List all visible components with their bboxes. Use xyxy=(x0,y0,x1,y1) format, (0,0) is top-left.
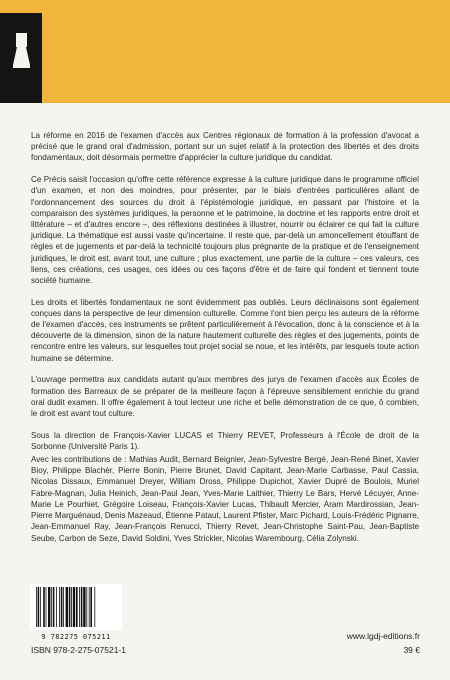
isbn-number: ISBN 978-2-275-07521-1 xyxy=(31,645,126,655)
barcode-icon xyxy=(30,584,122,630)
precis-paragraph: Ce Précis saisit l'occasion qu'offre cette référence expresse à la culture juridique dans le programme officiel d'un examen, et non des moindres, pour présenter, par le biais d'entrées particulières allant de l'ordonnancement des sources du droit à l'épistémologie juridique, en passant par l'histoire et la comparaison des systèmes juridiques, la personne et le patrimoine, la doctrine et les rapports entre droit et littérature – et d'autres encore –, des réflexions destinées à illustrer, nourrir ou éclairer ce qui fait la culture juridique. La thématique est aussi vaste qu'incertaine. Il reste que, par-delà un amoncellement étouffant de règles et de jugements et par-delà la technicité toujours plus prégnante de la pratique et de l'enseignement juridiques, le droit est, avant tout, une culture ; plus exactement, une partie de la culture – ces valeurs, ces liens, ces créations, ces usages, ces idées ou ces façons d'être et de faire qui fondent et tiennent toute société humaine. xyxy=(31,175,419,285)
intro-paragraph: La réforme en 2016 de l'examen d'accès aux Centres régionaux de formation à la profession d'avocat a précisé que le grand oral d'admission, portant sur un sujet relatif à la protection des libertés et des droits fondamentaux, doit désormais permettre d'apprécier la culture juridique du candidat. xyxy=(31,131,419,163)
publisher-logo-icon xyxy=(0,13,42,103)
editors-paragraph: Sous la direction de François-Xavier LUCAS et Thierry REVET, Professeurs à l'École de droit de la Sorbonne (Université Paris 1). xyxy=(31,430,419,451)
rights-paragraph: Les droits et libertés fondamentaux ne sont évidemment pas oubliés. Leurs déclinaisons sont également conçues dans la perspective de leur dimension culturelle. Comme l'ont bien perçu les auteurs de la réforme de l'examen d'accès, ces instruments se prêtent particulièrement à l'évocation, donc à la conscience et à la découverte de la dimension, sinon de la nature hautement culturelle des règles et des jugements, points de rencontre entre les valeurs, sur lesquelles tout projet social se noue, et les intérêts, par lesquels toute action humaine se détermine. xyxy=(31,297,419,363)
back-cover-text xyxy=(31,130,419,554)
contributors-paragraph: Avec les contributions de : Mathias Audit, Bernard Beignier, Jean-Sylvestre Bergé, Jean-René Binet, Xavier Bioy, Philippe Blachèr, Pierre Bonin, Pierre Brunet, David Capitant, Jean-Marie Carbasse, Paul Cassia, Nicolas Dissaux, Emmanuel Dreyer, William Dross, Philippe Dupichot, Xavier Dupré de Boulois, Muriel Fabre-Magnan, Julia Heinich, Jean-Paul Jean, Yves-Marie Laithier, Thierry Le Bars, Hervé Lécuyer, Anne-Marie Le Pourhiet, Grégoire Loiseau, François-Xavier Lucas, Thibault Mercier, Aram Mardirossian, Jean-Pierre Marguénaud, Denis Mazeaud, Étienne Pataut, Laurent Pfister, Marc Pichard, Louis-Frédéric Pignarre, Jean-Emmanuel Ray, Jean-François Renucci, Thierry Revet, Jean-Christophe Saint-Pau, Jean-Baptiste Seube, Carbon de Seze, David Soldini, Yves Strickler, Nicolas Warembourg, Célia Zolynski. xyxy=(31,455,419,543)
cover-accent-band xyxy=(0,0,450,103)
price-label: 39 € xyxy=(403,645,420,655)
audience-paragraph: L'ouvrage permettra aux candidats autant qu'aux membres des jurys de l'examen d'accès aux Écoles de formation des Barreaux de se préparer de la meilleure façon à l'épreuve sensiblement enrichie du grand oral dudit examen. Il offre également à tout lecteur une riche et belle démonstration de ce que, ô combien, le droit est avant tout culture. xyxy=(31,375,419,418)
publisher-website: www.lgdj-editions.fr xyxy=(346,631,420,641)
barcode-digits: 9 782275 075211 xyxy=(41,633,111,641)
